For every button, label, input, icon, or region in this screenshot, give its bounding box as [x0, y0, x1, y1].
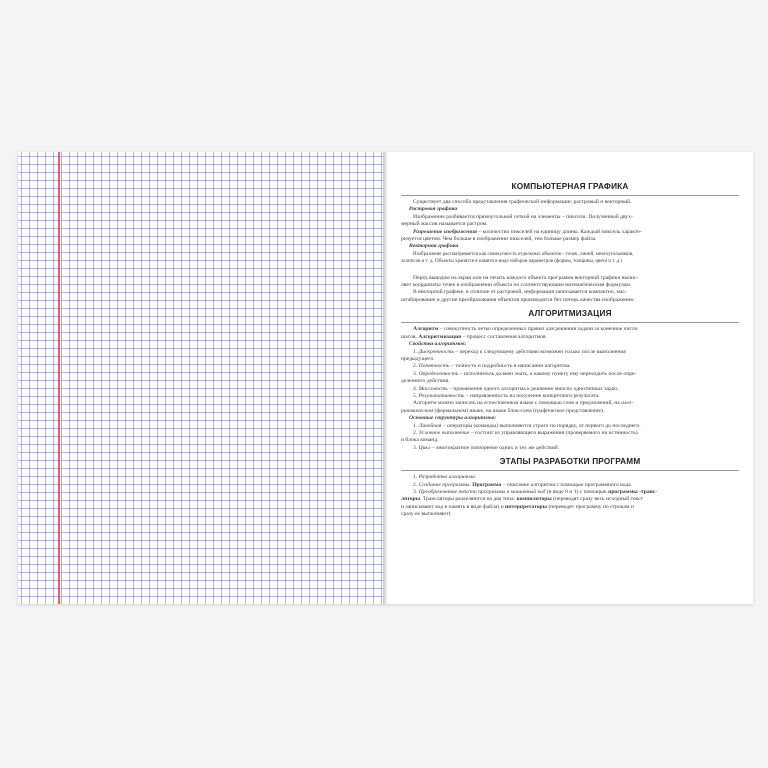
- list-item: 4. Массовость – применение одного алгоритма к решению многих однотипных задач.: [413, 385, 619, 392]
- paragraph: ризуется цветом. Чем больше в изображении пикселей, тем больше размер файла.: [401, 236, 597, 243]
- paragraph: ритмическом (формальном) языке, на языке блок-схем (графическое представление).: [401, 407, 605, 414]
- list-item: 2. Создание программы. Программа – описание алгоритма с помощью программного кода.: [413, 481, 632, 488]
- title-rule: [401, 470, 739, 471]
- list-item: 5. Результативность – направленность на получение конкретного результата.: [413, 392, 600, 399]
- paragraph: эллипсов и т. д. Объекты хранятся в памяти в виде наборов параметров (формы, толщины, цвета и т. д.): [401, 259, 622, 265]
- paragraph: мерный массив называется растром.: [401, 221, 488, 228]
- reference-page: [387, 152, 753, 604]
- red-margin-line: [58, 152, 60, 604]
- paragraph: Разрешение изображения – количество пикселей на единицу длины. Каждый пиксель характе-: [413, 228, 642, 235]
- paragraph: ляторы. Трансляторы разделяются на два типа: компиляторы (переводят сразу весь исходный текст: [401, 496, 644, 503]
- list-item: 1. Линейная – операторы (команды) выполняются строго по порядку, от первого до последнего.: [413, 422, 641, 429]
- paragraph: предыдущего.: [401, 355, 435, 362]
- section-title: ЭТАПЫ РАЗРАБОТКИ ПРОГРАММ: [499, 457, 641, 467]
- section-title: АЛГОРИТМИЗАЦИЯ: [528, 309, 612, 319]
- list-item: 3. Преобразование текста программы в машинный код (в виде 0 и 1) с помощью программы -транс-: [413, 489, 658, 495]
- subheading: Свойства алгоритмов:: [409, 341, 467, 348]
- list-item: 2. Понятность – точность и подробность в написании алгоритма.: [413, 363, 571, 370]
- title-rule: [401, 195, 739, 196]
- paragraph: сразу ее выполняют).: [401, 511, 452, 518]
- paragraph: Существует два способа представления графической информации: растровый и векторный.: [413, 199, 632, 205]
- list-item: 2. Условное выполнение – состоит из управляющего выражения (проверяемого на истинность): [413, 429, 638, 436]
- paragraph: Алгоритм можно записать на естественном языке с помощью слов и предложений, на алго-: [413, 400, 634, 407]
- subheading: Растровая графика: [409, 206, 458, 213]
- paragraph: Перед выводом на экран или на печать каждого объекта программа векторной графики вычис-: [413, 274, 639, 281]
- page-content: [401, 182, 739, 519]
- list-item: 1. Дискретность – переход к следующему действию возможен только после выполнения: [413, 348, 626, 355]
- open-notebook: [18, 152, 753, 604]
- paragraph: шагов. Алгоритмизация – процесс составления алгоритмов.: [401, 333, 547, 340]
- paragraph: штабирование и другие преобразования объектов производятся без потерь качества изображения.: [401, 296, 635, 303]
- paragraph: Изображение рассматривается как совокупность отдельных объектов – точек, линий, многоугольников,: [413, 251, 634, 257]
- paragraph: деленного действия.: [401, 378, 450, 385]
- list-item: 1. Разработка алгоритма.: [413, 474, 477, 481]
- grid-page: [18, 152, 385, 604]
- list-item: 3. Определенность – исполнитель должен знать, к какому пункту ему переходить после опре-: [413, 370, 637, 377]
- paragraph: и блока команд.: [401, 437, 439, 444]
- paragraph: Изображение разбивается прямоугольной сеткой на элементы – пиксели. Полученный двух-: [413, 213, 633, 220]
- paragraph: В векторной графике, в отличие от растровой, информация записывается компактно, мас-: [413, 289, 627, 296]
- title-rule: [401, 322, 739, 323]
- section-title: КОМПЬЮТЕРНАЯ ГРАФИКА: [511, 182, 629, 191]
- paragraph: и записывают код в память в виде файла) и интерпретаторы (переводят программу по строкам и: [401, 503, 634, 510]
- subheading: Основные структуры алгоритмов:: [409, 415, 497, 422]
- subheading: Векторная графика: [409, 243, 459, 250]
- paragraph: ляет координаты точек в изображении объекта по соответствующим математическим формулам.: [401, 282, 632, 289]
- list-item: 3. Цикл – многократное повторение одних и тех же действий.: [413, 444, 560, 451]
- paragraph: Алгоритм – совокупность четко определенных правил для решения задачи за конечное число: [413, 326, 638, 333]
